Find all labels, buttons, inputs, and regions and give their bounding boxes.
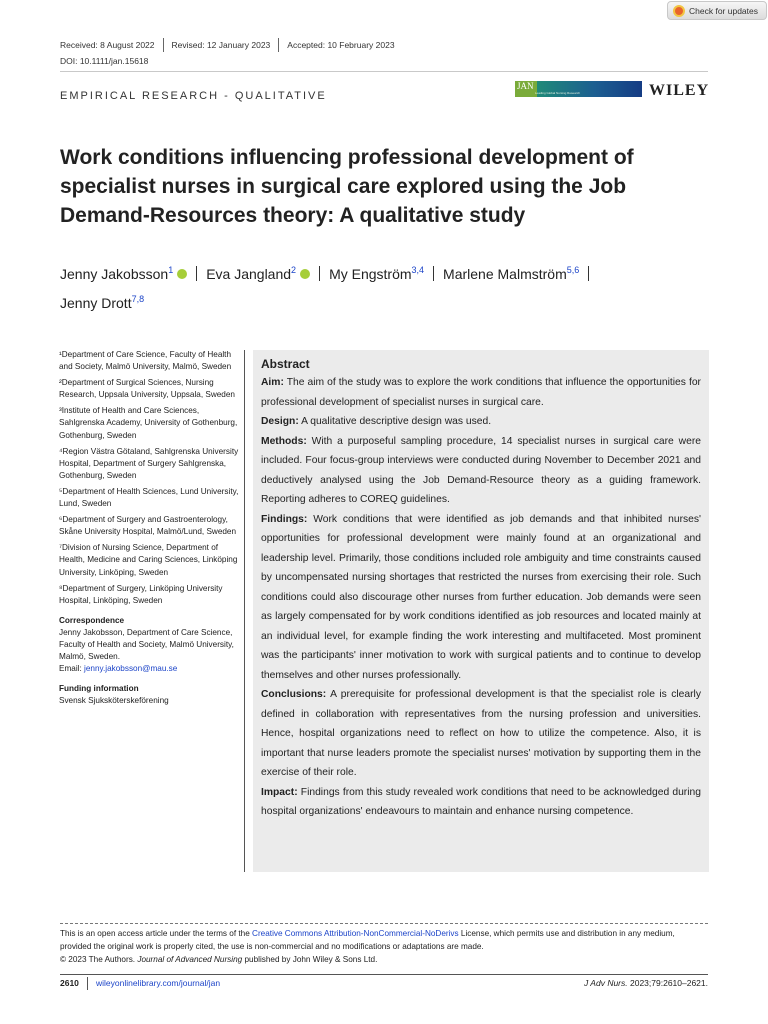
- affiliation: ²Department of Surgical Sciences, Nursing Research, Uppsala University, Uppsala, Sweden: [59, 378, 235, 400]
- license-notice: This is an open access article under the terms of the Creative Commons Attribution-NonCommercial-NoDerivs License, which permits use and distribution in any medium, provided the original work is properly cited, the use is non-commercial and no modifications or adaptations are made. © 2023 The Authors. Journal of Advanced Nursing published by John Wiley & Sons Ltd.: [60, 929, 675, 964]
- jan-logo-text: JAN: [515, 81, 537, 97]
- column-rule: [244, 350, 245, 872]
- article-section-label: EMPIRICAL RESEARCH - QUALITATIVE: [60, 90, 327, 102]
- footer-rule: [60, 974, 708, 975]
- jan-journal-logo[interactable]: [515, 81, 642, 97]
- abstract-box: [253, 350, 709, 872]
- abstract-heading: Abstract: [261, 357, 310, 371]
- jan-logo-tagline: Leading Global Nursing Research: [535, 91, 581, 95]
- author[interactable]: Marlene Malmström$^{5,6}$: [443, 265, 580, 282]
- abstract-impact: Impact: Findings from this study revealed work conditions that need to be acknowledged during hospital organizations' endeavours to maintain and enhance nursing competence.: [261, 786, 701, 817]
- abstract-aim: Aim: The aim of the study was to explore the work conditions that influence the opportunities for professional development of specialist nurses in surgical care.: [261, 377, 701, 408]
- check-for-updates-button[interactable]: [667, 1, 767, 20]
- divider: [163, 38, 164, 52]
- abstract-findings: Findings: Work conditions that were identified as job demands and that inhibited nurses' opportunities for professional development were mainly found at an organizational and leadership level. Primarily, those conditions included role ambiguity and time constraints caused by uncompensated nursing shortages that restricted the nurses from exercising their role. Such conditions could also discourage other nurses from further education. Job demands were seen as largely compensated for by work conditions identified as job resources and located mainly at an individual level, for example finding the work interesting and multifaceted. Most prominent was the participants' inner motivation to work with surgical patients and to continue to develop themselves and other nurses professionally.: [261, 513, 701, 681]
- divider: [319, 266, 320, 281]
- divider: [87, 977, 88, 990]
- affiliation: ⁷Division of Nursing Science, Department of Health, Medicine and Caring Sciences, Linköping University, Linköping, Sweden: [59, 543, 238, 577]
- affiliation: ⁴Region Västra Götaland, Sahlgrenska University Hospital, Department of Surgery Sahlgrenska, Gothenburg, Sweden: [59, 446, 239, 480]
- affiliations-column: [59, 349, 239, 707]
- abstract-conclusions: Conclusions: A prerequisite for professional development is that the specialist role is clearly defined in collaboration with representatives from the nursing profession and universities. Hence, hospital organizations need to reflect on how to utilize the competence. Also, it is important that nurse leaders promote the specialist nurses' motivation by supporting them in the exercise of their role.: [261, 689, 701, 778]
- footnote-rule: [60, 923, 708, 924]
- divider: [196, 266, 197, 281]
- orcid-icon[interactable]: [177, 269, 187, 279]
- author-list: [60, 258, 720, 316]
- affiliation: ¹Department of Care Science, Faculty of Health and Society, Malmö University, Malmö, Sweden: [59, 350, 232, 372]
- journal-url-link[interactable]: wileyonlinelibrary.com/journal/jan: [96, 978, 221, 988]
- funding-text: Svensk Sjuksköterskeförening: [59, 696, 169, 706]
- correspondence-text: Jenny Jakobsson, Department of Care Science, Faculty of Health and Society, Malmö University, Malmö, Sweden. Email: jenny.jakobsson@mau.se: [59, 627, 234, 674]
- divider: [588, 266, 589, 281]
- affiliation: ⁸Department of Surgery, Linköping University Hospital, Linköping, Sweden: [59, 583, 223, 605]
- received-date: Received: 8 August 2022: [60, 40, 155, 50]
- correspondence-email-link[interactable]: jenny.jakobsson@mau.se: [84, 664, 178, 674]
- revised-date: Revised: 12 January 2023: [171, 40, 271, 50]
- divider: [278, 38, 279, 52]
- author[interactable]: Jenny Jakobsson$^1$: [60, 266, 187, 282]
- wiley-logo[interactable]: WILEY: [649, 82, 710, 99]
- author[interactable]: Jenny Drott$^{7,8}$: [60, 294, 145, 311]
- check-for-updates-label: Check for updates: [689, 5, 758, 16]
- correspondence-heading: Correspondence: [59, 615, 125, 625]
- divider: [433, 266, 434, 281]
- citation: J Adv Nurs. 2023;79:2610–2621.: [584, 978, 708, 988]
- abstract-methods: Methods: With a purposeful sampling procedure, 14 specialist nurses in surgical care were included. Four focus-group interviews were conducted during November to December 2021 and deductively analysed using the Job Demand-Resource theory as a guiding framework. Reporting adheres to COREQ guidelines.: [261, 435, 701, 505]
- affiliation: ⁶Department of Surgery and Gastroenterology, Skåne University Hospital, Malmö/Lund, Sweden: [59, 515, 237, 537]
- cc-license-link[interactable]: Creative Commons Attribution-NonCommercial-NoDerivs: [252, 929, 459, 938]
- header-rule: [60, 71, 708, 72]
- article-title: Work conditions influencing professional development of specialist nurses in surgical care explored using the Job Demand-Resources theory: A qualitative study: [60, 146, 634, 227]
- page-number: 2610: [60, 978, 79, 988]
- doi[interactable]: DOI: 10.1111/jan.15618: [60, 56, 149, 66]
- affiliation: ³Institute of Health and Care Sciences, Sahlgrenska Academy, University of Gothenburg, Gothenburg, Sweden: [59, 406, 238, 440]
- crossmark-icon: [673, 5, 685, 17]
- orcid-icon[interactable]: [300, 269, 310, 279]
- funding-heading: Funding information: [59, 684, 139, 694]
- author[interactable]: Eva Jangland$^2$: [206, 266, 310, 282]
- affiliation: ⁵Department of Health Sciences, Lund University, Lund, Sweden: [59, 486, 239, 509]
- article-dates: [60, 38, 395, 52]
- author[interactable]: My Engström$^{3,4}$: [329, 265, 425, 282]
- abstract-design: Design: A qualitative descriptive design was used.: [261, 416, 492, 427]
- accepted-date: Accepted: 10 February 2023: [287, 40, 395, 50]
